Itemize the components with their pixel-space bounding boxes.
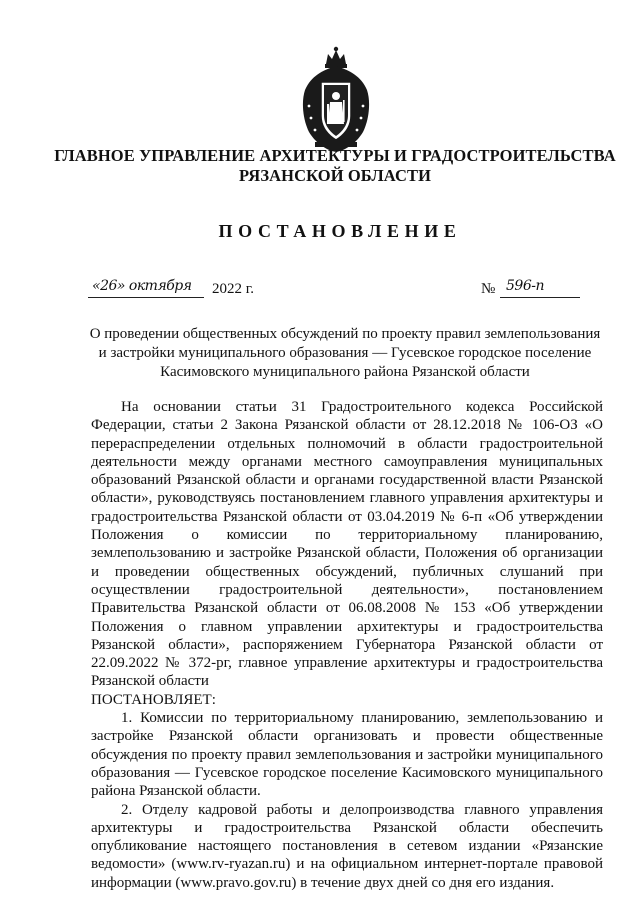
item-1-paragraph: 1. Комиссии по территориальному планированию, землепользованию и застройке Рязанской области организовать и провести общественные обсуждения по проекту правил землепользования и застройки муниципального образования — Гусевское городское поселение Касимовского муниципального района Рязанской области. bbox=[91, 710, 603, 800]
number-underline bbox=[500, 297, 580, 298]
subject-line: и застройки муниципального образования — Гусевское городское поселение bbox=[98, 345, 592, 361]
org-name-line2: РЯЗАНСКОЙ ОБЛАСТИ bbox=[238, 166, 432, 185]
item-2-paragraph: 2. Отделу кадровой работы и делопроизводства главного управления архитектуры и градостроительства Рязанской области обеспечить опубликование настоящего постановления в сетевом издании «Рязанские ведомости» (www.rv-ryazan.ru) и на официальном интернет-портале правовой информации (www.pravo.gov.ru) в течение двух дней со дня его издания. bbox=[91, 801, 603, 891]
number-handwritten: 596-п bbox=[506, 278, 544, 294]
subject-line: О проведении общественных обсуждений по проекту правил землепользования bbox=[89, 326, 601, 342]
date-year: 2022 г. bbox=[212, 281, 254, 297]
subject-line: Касимовского муниципального района Рязанской области bbox=[160, 364, 530, 380]
preamble-paragraph: На основании статьи 31 Градостроительного кодекса Российской Федерации, статьи 2 Закона Рязанской области от 28.12.2018 № 106-ОЗ «О перераспределении отдельных полномочий в области градостроительной деятельности между органами местного самоуправления муниципальных образований Рязанской области и органами государственной власти Рязанской области», руководствуясь постановлением главного управления архитектуры и градостроительства Рязанской области от 03.04.2019 № 6-п «Об утверждении Положения о комиссии по территориальному планированию, землепользованию и застройке Рязанской области, Положения об организации и проведении общественных обсуждений, публичных слушаний при осуществлении градостроительной деятельности», постановлением Правительства Рязанской области от 06.08.2008 № 153 «Об утверждении Положения о главном управлении архитектуры и градостроительства Рязанской области», распоряжением Губернатора Рязанской области от 22.09.2022 № 372-рг, главное управление архитектуры и градостроительства Рязанской области bbox=[91, 399, 603, 690]
resolves-word: ПОСТАНОВЛЯЕТ: bbox=[91, 691, 216, 708]
document-title: ПОСТАНОВЛЕНИЕ bbox=[218, 221, 462, 241]
date-underline bbox=[88, 297, 204, 298]
document-body bbox=[91, 398, 603, 892]
number-label: № bbox=[481, 281, 496, 297]
org-name-line1: ГЛАВНОЕ УПРАВЛЕНИЕ АРХИТЕКТУРЫ И ГРАДОСТРОИТЕЛЬСТВА bbox=[54, 146, 616, 165]
coat-of-arms-icon bbox=[293, 46, 379, 154]
document-subject bbox=[80, 325, 610, 382]
date-handwritten: «26» октября bbox=[92, 278, 192, 294]
